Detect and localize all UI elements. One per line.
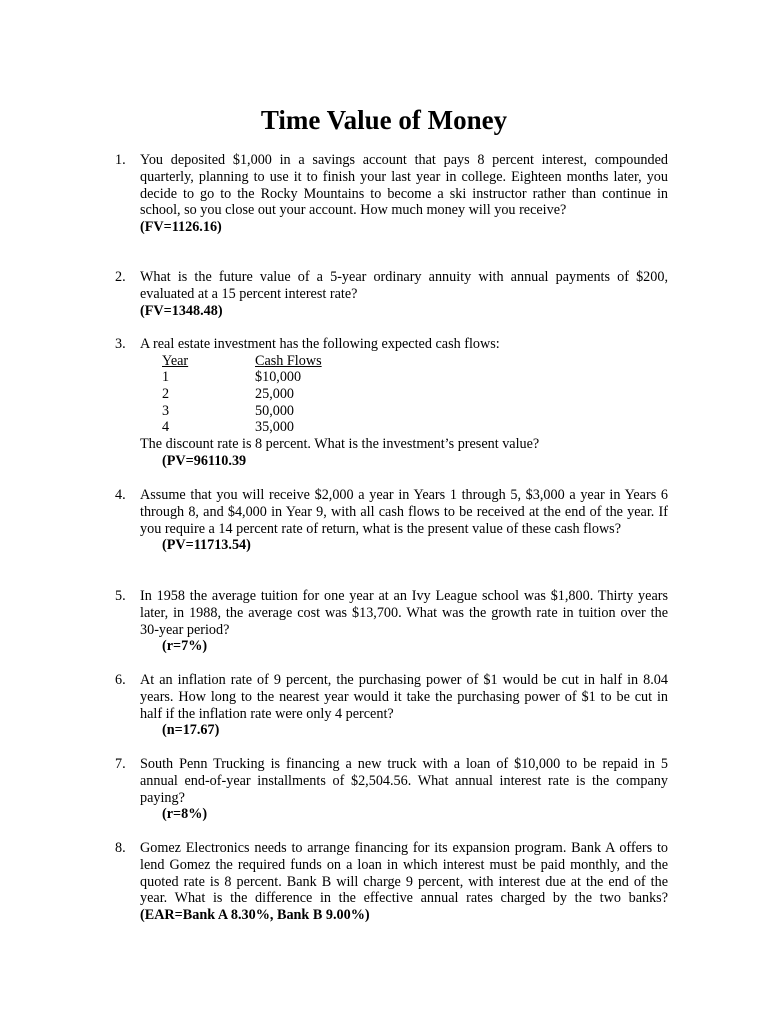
question-6: [115, 672, 668, 739]
column-header-cash-flows: Cash Flows: [255, 352, 322, 369]
question-answer: (PV=96110.39: [162, 452, 247, 469]
table-cell-year: 1: [162, 369, 170, 386]
question-answer: (PV=11713.54): [162, 537, 251, 554]
question-8: [115, 840, 668, 924]
question-number: 2.: [115, 269, 126, 285]
question-text: A real estate investment has the following expected cash flows:: [140, 336, 500, 352]
question-number: 1.: [115, 152, 126, 168]
table-row: [162, 386, 322, 403]
table-cell-year: 3: [162, 402, 170, 419]
question-4: [115, 487, 668, 554]
table-row: [162, 369, 322, 386]
table-cell-year: 2: [162, 385, 170, 402]
question-number: 3.: [115, 336, 126, 352]
page-title: Time Value of Money: [260, 105, 508, 135]
question-number: 5.: [115, 588, 126, 604]
question-number: 4.: [115, 487, 126, 503]
table-row: [162, 419, 322, 436]
question-answer: (EAR=Bank A 8.30%, Bank B 9.00%): [140, 907, 370, 924]
question-answer: (FV=1126.16): [140, 219, 222, 236]
table-cell-cash-flow: 50,000: [255, 402, 295, 419]
question-5: [115, 588, 668, 655]
question-number: 6.: [115, 672, 126, 688]
table-cell-cash-flow: 35,000: [255, 419, 295, 436]
table-cell-cash-flow: $10,000: [255, 369, 302, 386]
table-row: [162, 403, 322, 420]
table-cell-year: 4: [162, 419, 170, 436]
question-text: South Penn Trucking is financing a new truck with a loan of $10,000 to be repaid in 5 annual end-of-year installments of $2,504.56. What annual interest rate is the company paying?: [140, 756, 668, 806]
question-1: [115, 152, 668, 236]
question-answer: (n=17.67): [162, 722, 220, 739]
column-header-year: Year: [162, 352, 189, 369]
question-answer: (r=8%): [162, 806, 208, 823]
question-text: Assume that you will receive $2,000 a year in Years 1 through 5, $3,000 a year in Years 6 through 8, and $4,000 in Year 9, with all cash flows to be received at the end of the year. If you require a 14 percent rate of return, what is the present value of these cash flows?: [140, 487, 668, 537]
question-text: Gomez Electronics needs to arrange financing for its expansion program. Bank A offers to lend Gomez the required funds on a loan in which interest must be paid monthly, and the quoted rate is 8 percent. Bank B will charge 9 percent, with interest due at the end of the year. What is the difference in the effective annual rates charged by the two banks?: [140, 840, 668, 907]
question-number: 7.: [115, 756, 126, 772]
question-answer: (r=7%): [162, 638, 208, 655]
cash-flow-table: [162, 353, 322, 436]
question-text: In 1958 the average tuition for one year at an Ivy League school was $1,800. Thirty years later, in 1988, the average cost was $13,700. What was the growth rate in tuition over the 30-year period?: [140, 588, 668, 638]
question-text-continued: The discount rate is 8 percent. What is the investment’s present value?: [140, 435, 540, 452]
question-number: 8.: [115, 840, 126, 856]
table-cell-cash-flow: 25,000: [255, 385, 295, 402]
question-text: You deposited $1,000 in a savings account that pays 8 percent interest, compounded quarterly, planning to use it to finish your last year in college. Eighteen months later, you decide to go to the Rocky Mountains to become a ski instructor rather than continue in school, so you close out your account. How much money will you receive?: [140, 152, 668, 219]
question-7: [115, 756, 668, 823]
question-text: What is the future value of a 5-year ordinary annuity with annual payments of $200, evaluated at a 15 percent interest rate?: [140, 269, 668, 302]
question-3: [115, 336, 668, 469]
question-answer: (FV=1348.48): [140, 302, 223, 319]
table-header-row: [162, 353, 322, 370]
question-text: At an inflation rate of 9 percent, the purchasing power of $1 would be cut in half in 8.04 years. How long to the nearest year would it take the purchasing power of $1 to be cut in half if the inflation rate were only 4 percent?: [140, 672, 668, 722]
question-2: [115, 269, 668, 319]
